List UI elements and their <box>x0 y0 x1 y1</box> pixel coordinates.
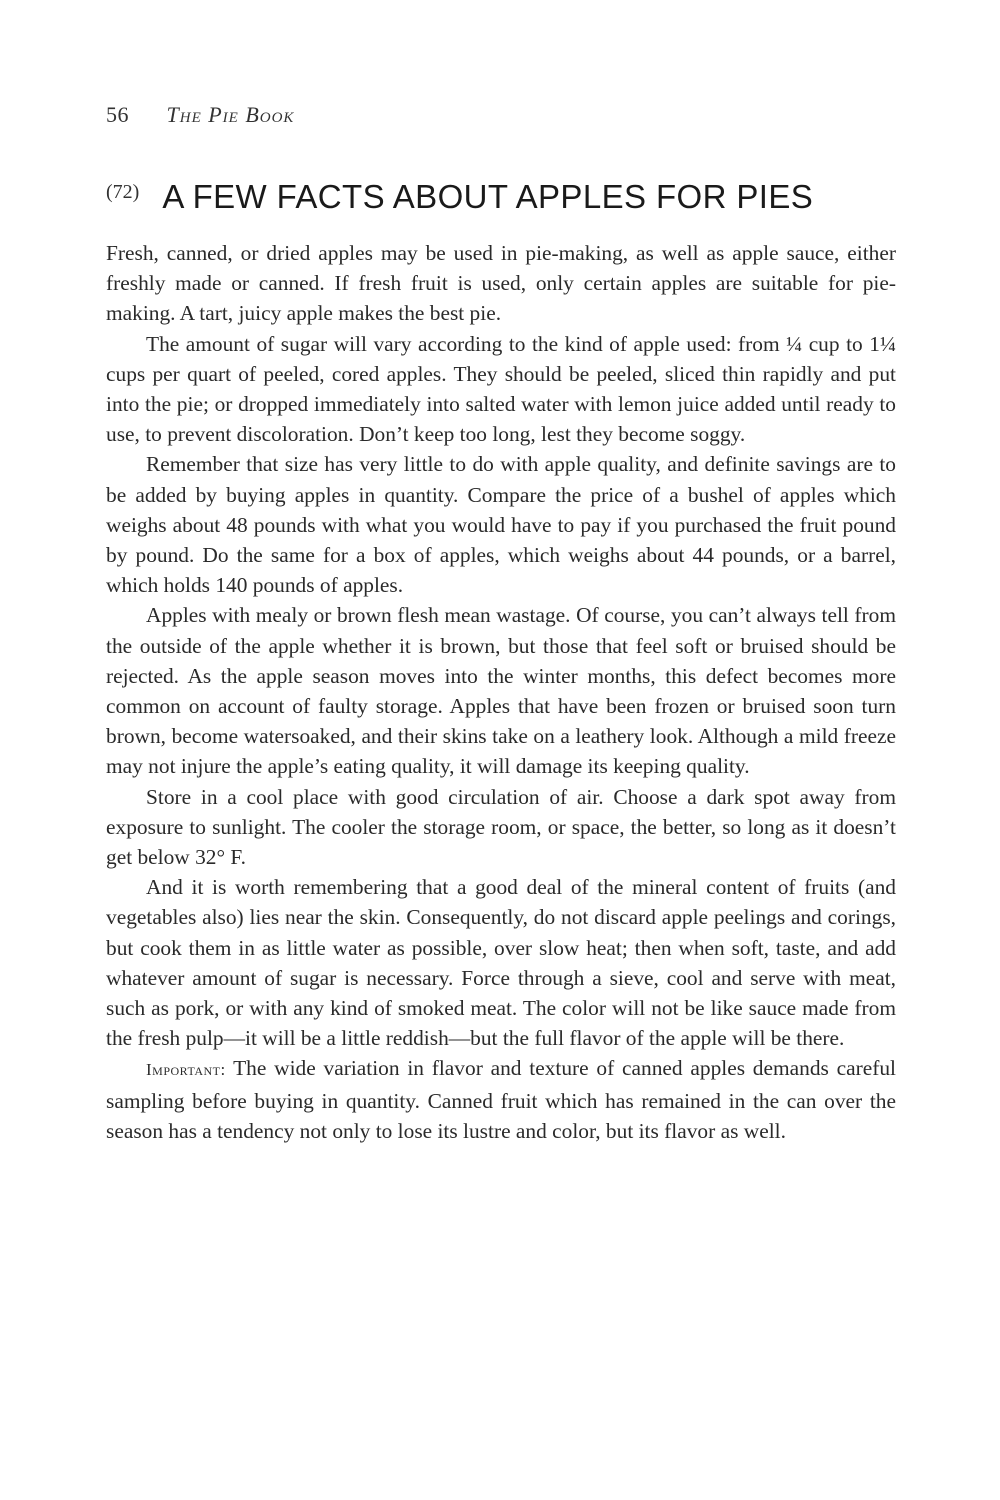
paragraph: Apples with mealy or brown flesh mean wastage. Of course, you can’t always tell from the outside of the apple whether it is brown, but those that feel soft or bruised should be rejected. As the apple season moves into the winter months, this defect becomes more common on account of faulty storage. Apples that have been frozen or bruised soon turn brown, become watersoaked, and their skins take on a leathery look. Although a mild freeze may not injure the apple’s eating quality, it will damage its keeping quality. <box>106 603 896 779</box>
recipe-number: (72) <box>106 181 140 203</box>
important-text: The wide variation in flavor and texture of canned apples demands careful sampling before buying in quantity. Canned fruit which has remained in the can over the season has a tendency not only to lose its lustre and color, but its flavor as well. <box>106 1056 896 1143</box>
important-label: Important: <box>146 1060 226 1080</box>
paragraph: And it is worth remembering that a good deal of the mineral content of fruits (and vegetables also) lies near the skin. Consequently, do not discard apple peelings and corings, but cook them in as little water as possible, over slow heat; then when soft, taste, and add whatever amount of sugar is necessary. Force through a sieve, cool and serve with meat, such as pork, or with any kind of smoked meat. The color will not be like sauce made from the fresh pulp—it will be a little reddish—but the full flavor of the apple will be there. <box>106 875 896 1051</box>
book-page <box>106 0 896 1500</box>
paragraph: Remember that size has very little to do with apple quality, and definite savings are to be added by buying apples in quantity. Compare the price of a bushel of apples which weighs about 48 pounds with what you would have to pay if you purchased the fruit pound by pound. Do the same for a box of apples, which weighs about 44 pounds, or a barrel, which holds 140 pounds of apples. <box>106 452 896 598</box>
important-note <box>106 1053 896 1146</box>
book-title: The Pie Book <box>166 102 295 127</box>
paragraph: Fresh, canned, or dried apples may be used in pie-making, as well as apple sauce, either freshly made or canned. If fresh fruit is used, only certain apples are suitable for pie-making. A tart, juicy apple makes the best pie. <box>106 241 896 326</box>
running-head <box>106 102 294 128</box>
page-number: 56 <box>106 102 129 127</box>
paragraph: Store in a cool place with good circulation of air. Choose a dark spot away from exposure to sunlight. The cooler the storage room, or space, the better, so long as it doesn’t get below 32° F. <box>106 784 896 870</box>
body-text <box>106 238 896 1146</box>
section-title: A FEW FACTS ABOUT APPLES FOR PIES <box>162 178 814 215</box>
section-heading <box>106 178 896 216</box>
paragraph: The amount of sugar will vary according to the kind of apple used: from ¼ cup to 1¼ cups per quart of peeled, cored apples. They should be peeled, sliced thin rapidly and put into the pie; or dropped immediately into salted water with lemon juice added until ready to use, to prevent discoloration. Don’t keep too long, lest they become soggy. <box>106 331 896 447</box>
